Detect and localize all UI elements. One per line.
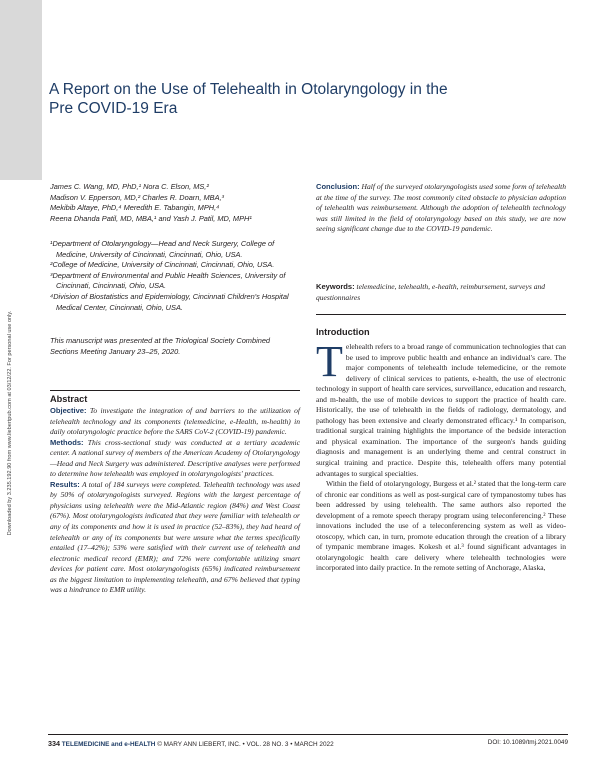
abstract-objective — [50, 406, 300, 438]
results-text: A total of 184 surveys were completed. Telehealth technology was used by 50% of otolaryngologists surveyed. Regions with the largest percentage of physicians using telehealth were the Mid-Atlantic region (84%) and West Coast (67%). Most otolaryngologists indicated that they were familiar with telehealth or any of its components and how it is used in practice (52–83%), they had heard of telehealth or any of its components but were unsure what the terms specifically entailed (17–42%); 53% were satisfied with their current use of telehealth and electronic medical record (EMR); and 72% were comfortable utilizing smart devices for patient care. Most otolaryngologists (65%) indicated reimbursement as the biggest limitation to implementing telehealth, and 67% believed that typing was a hindrance to EMR utility. — [50, 479, 300, 595]
abstract-heading-wrap — [50, 394, 87, 404]
intro-paragraph-2: Within the field of otolaryngology, Burgess et al.² stated that the long-term care of chronic ear conditions as well as post-surgical care of tympanostomy tubes has been addressed by using telehealth. The same authors also reported the development of a remote speech therapy program using teleconferencing.² These innovations included the use of a teleconferencing system as well as video-otoscopy, which can, in turn, promote education through the creation of a library of tympanic membrane images. Kokesh et al.³ found significant advantages in otolaryngologic health care delivery where telehealth technologies were incorporated into daily practice. In the remote setting of Anchorage, Alaska, — [316, 479, 566, 573]
issue-info: © MARY ANN LIEBERT, INC. • VOL. 28 NO. 3 • MARCH 2022 — [157, 741, 334, 748]
introduction-body — [316, 337, 566, 574]
doi: DOI: 10.1089/tmj.2021.0049 — [487, 739, 568, 746]
drop-cap: T — [316, 337, 343, 386]
author-line: Madison V. Epperson, MD,² Charles R. Doarn, MBA,³ — [50, 192, 225, 202]
download-watermark — [4, 258, 16, 588]
journal-name: TELEMEDICINE and e-HEALTH — [61, 741, 156, 748]
author-list — [50, 182, 298, 224]
author-line: Reena Dhanda Patil, MD, MBA,¹ and Yash J. Patil, MD, MPH¹ — [50, 213, 252, 223]
abstract-conclusion — [316, 182, 566, 235]
page-number: 334 — [48, 739, 60, 748]
results-label: Results: — [50, 479, 80, 489]
affiliation: ²College of Medicine, University of Cincinnati, Cincinnati, Ohio, USA. — [50, 260, 275, 270]
affiliation: ⁴Division of Biostatistics and Epidemiology, Cincinnati Children's Hospital Medical Center, Cincinnati, Ohio, USA. — [50, 291, 289, 312]
objective-label: Objective: — [50, 406, 87, 415]
author-line: Mekibib Altaye, PhD,⁴ Meredith E. Tabangin, MPH,⁴ — [50, 203, 220, 213]
keywords-label: Keywords: — [316, 282, 355, 291]
conclusion-label: Conclusion: — [316, 182, 360, 191]
methods-text: This cross-sectional study was conducted at a tertiary academic center. A national survey of members of the American Academy of Otolaryngology—Head and Neck Surgery was administered. Descriptive analyses were performed to determine how telehealth was employed in otolaryngologists' practices. — [50, 437, 300, 479]
abstract-body — [50, 406, 300, 596]
abstract-methods — [50, 438, 300, 480]
keywords — [316, 282, 566, 303]
methods-label: Methods: — [50, 437, 84, 447]
intro-paragraph-text: elehealth refers to a broad range of communication technologies that can be used to improve public health and enhance an individual's care. The major components of telehealth include telemedicine, or the remote delivery of clinical services to patients, e-health, the use of electronic technology in support of health care services, surveillance, education and research, and m-health, the use of mobile devices to support the practice of health care. Historically, the use of telehealth in the fields of radiology, dermatology, and pathology has been extensive and clearly demonstrated efficacy.¹ In comparison, traditional surgical training highlights the importance of the bedside interaction and physical examination. The importance of the surgeon's hands guiding diagnosis and management is an underlying theme and central construct in surgical training and practice. Despite this, telehealth offers many potential advantages to surgical specialties. — [316, 342, 566, 478]
abstract-results — [50, 480, 300, 596]
abstract-heading: Abstract — [50, 394, 88, 404]
keywords-divider — [316, 314, 566, 315]
page-footer — [48, 739, 568, 748]
article-title: A Report on the Use of Telehealth in Otolaryngology in the Pre COVID-19 Era — [49, 81, 448, 117]
objective-text: To investigate the integration of and barriers to the utilization of telehealth technology and its components (telemedicine, e-Health, m-health) in daily otolaryngologic practice before the SARS CoV-2 (COVID-19) pandemic. — [50, 406, 300, 437]
abstract-divider — [50, 390, 300, 391]
affiliation-list — [50, 239, 300, 313]
affiliation: ¹Department of Otolaryngology—Head and Neck Surgery, College of Medicine, University of Cincinnati, Cincinnati, Ohio, USA. — [50, 239, 275, 259]
conclusion-text: Half of the surveyed otolaryngologists used some form of telehealth at the time of the survey. The most commonly cited obstacle to physician adoption of telehealth was reimbursement. Although the adoption of telehealth technology was still limited in the field of otolaryngology based on this study, we are now seeing significant change due to the COVID-19 pandemic. — [316, 182, 566, 234]
intro-paragraph — [316, 337, 566, 479]
presentation-note: This manuscript was presented at the Triological Society Combined Sections Meeting January 23–25, 2020. — [50, 336, 271, 356]
author-line: James C. Wang, MD, PhD,¹ Nora C. Elson, MS,² — [50, 182, 209, 191]
affiliation: ³Department of Environmental and Public Health Sciences, University of Cincinnati, Cincinnati, Ohio, USA. — [50, 270, 286, 291]
footer-divider — [48, 734, 568, 735]
header-band — [0, 0, 42, 180]
keywords-text: telemedicine, telehealth, e-health, reimbursement, surveys and questionnaires — [316, 282, 546, 302]
introduction-heading: Introduction — [316, 327, 370, 337]
download-watermark-text: Downloaded by 3.235.192.90 from www.liebertpub.com at 03/12/22. For personal use only. — [7, 310, 13, 536]
